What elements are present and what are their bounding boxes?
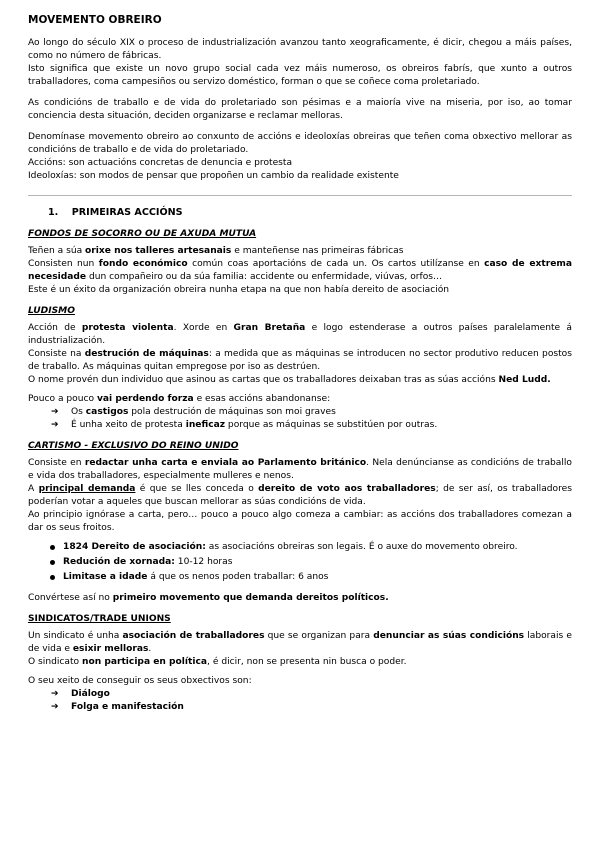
list-item: ➔ Os castigos pola destrución de máquinas son moi graves: [51, 407, 336, 417]
fondos-section: [28, 228, 572, 297]
list-item: Limitase a idade á que os nenos poden traballar: 6 anos: [50, 571, 572, 584]
intro-paragraph-3b: Accións: son actuacións concretas de denuncia e protesta: [28, 158, 293, 168]
list-item: ➔ Diálogo: [51, 689, 110, 699]
sindicatos-line-1: Un sindicato é unha asociación de traballadores que se organizan para denunciar as súas condicións laborais e de vida e esixir melloras.: [28, 631, 572, 654]
ludismo-line-2: Consiste na destrución de máquinas: a medida que as máquinas se introducen no sector produtivo reducen postos de traballo. As máquinas quitan empregose por iso as destrúen.: [28, 349, 572, 372]
list-item: 1824 Dereito de asociación: as asociacións obreiras son legais. É o auxe do movemento obreiro.: [50, 541, 572, 554]
intro-paragraph-1a: Ao longo do século XIX o proceso de industrialización avanzou tanto xeograficamente, é dicir, chegou a máis países, como no número de fábricas.: [28, 38, 572, 61]
bullet-icon: [50, 575, 55, 580]
fondos-heading: FONDOS DE SOCORRO OU DE AXUDA MUTUA: [28, 229, 257, 239]
cartismo-bullets: [50, 541, 572, 584]
arrow-icon: ➔: [51, 689, 59, 699]
cartismo-line-4: Convértese así no primeiro movemento que demanda dereitos políticos.: [28, 593, 389, 603]
fondos-line-1: Teñen a súa orixe nos talleres artesanais e manteñense nas primeiras fábricas: [28, 246, 404, 256]
intro-paragraph-3a: Denomínase movemento obreiro ao conxunto de accións e ideoloxías obreiras que teñen coma obxectivo mellorar as condicións de traballo e de vida do proletariado.: [28, 132, 572, 155]
sindicatos-line-3: O seu xeito de conseguir os seus obxectivos son:: [28, 676, 252, 686]
section-title: PRIMEIRAS ACCIÓNS: [71, 207, 183, 218]
ludismo-list: [51, 406, 572, 432]
ludismo-section: [28, 305, 572, 432]
intro-paragraph-1b: Isto significa que existe un novo grupo social cada vez máis numeroso, os obreiros fabrís, que xunto a outros traballadores, coma campesiños ou servizo doméstico, forman o que se coñece coma proletariado.: [28, 64, 572, 87]
document-page: [28, 14, 572, 714]
sindicatos-list: [51, 688, 572, 714]
list-item: Redución de xornada: 10-12 horas: [50, 556, 572, 569]
cartismo-line-3: Ao principio ignórase a carta, pero… pouco a pouco algo comeza a cambiar: as accións dos traballadores comezan a dar os seus froitos.: [28, 510, 572, 533]
intro-paragraph-3c: Ideoloxías: son modos de pensar que propoñen un cambio da realidade existente: [28, 171, 399, 181]
section-number: 1.: [48, 207, 59, 218]
cartismo-line-1: Consiste en redactar unha carta e enviala ao Parlamento británico. Nela denúncianse as condicións de traballo e vida dos traballadores, especialmente mulleres e nenos.: [28, 458, 572, 481]
sindicatos-line-2: O sindicato non participa en política, é dicir, non se presenta nin busca o poder.: [28, 657, 407, 667]
ludismo-line-1: Acción de protesta violenta. Xorde en Gran Bretaña e logo estenderase a outros países paralelamente á industrialización.: [28, 323, 572, 346]
ludismo-line-3: O nome provén dun individuo que asinou as cartas que os traballadores deixaban tras as súas accións Ned Ludd.: [28, 375, 551, 385]
intro-paragraph-2: As condicións de traballo e de vida do proletariado son pésimas e a maioría vive na miseria, por iso, ao tomar conciencia desta situación, deciden organizarse e reclamar melloras.: [28, 98, 572, 121]
sindicatos-section: [28, 613, 572, 714]
list-item: ➔ É unha xeito de protesta ineficaz porque as máquinas se substitúen por outras.: [51, 420, 438, 430]
arrow-icon: ➔: [51, 702, 59, 712]
list-item: ➔ Folga e manifestación: [51, 702, 184, 712]
cartismo-line-2: A principal demanda é que se lles conceda o dereito de voto aos traballadores; de ser así, os traballadores poderían votar a aqueles que buscan mellorar as súas condicións de vida.: [28, 484, 572, 507]
section-divider: [28, 195, 572, 196]
sindicatos-heading: SINDICATOS/TRADE UNIONS: [28, 614, 171, 624]
bullet-icon: [50, 560, 55, 565]
document-title: MOVEMENTO OBREIRO: [28, 14, 162, 26]
cartismo-heading: CARTISMO - EXCLUSIVO DO REINO UNIDO: [28, 441, 239, 451]
arrow-icon: ➔: [51, 407, 59, 417]
bullet-icon: [50, 545, 55, 550]
fondos-line-3: Este é un éxito da organización obreira nunha etapa na que non había dereito de asociación: [28, 285, 450, 295]
ludismo-heading: LUDISMO: [28, 306, 75, 316]
intro-section: [28, 37, 572, 183]
fondos-line-2: Consisten nun fondo económico común coas aportacións de cada un. Os cartos utilízanse en caso de extrema necesidade dun compañeiro ou da súa familia: accidente ou enfermidade, viúvas, orfos…: [28, 259, 573, 282]
section-heading: [48, 206, 572, 219]
cartismo-section: [28, 440, 572, 605]
arrow-icon: ➔: [51, 420, 59, 430]
ludismo-line-4: Pouco a pouco vai perdendo forza e esas accións abandonanse:: [28, 394, 331, 404]
